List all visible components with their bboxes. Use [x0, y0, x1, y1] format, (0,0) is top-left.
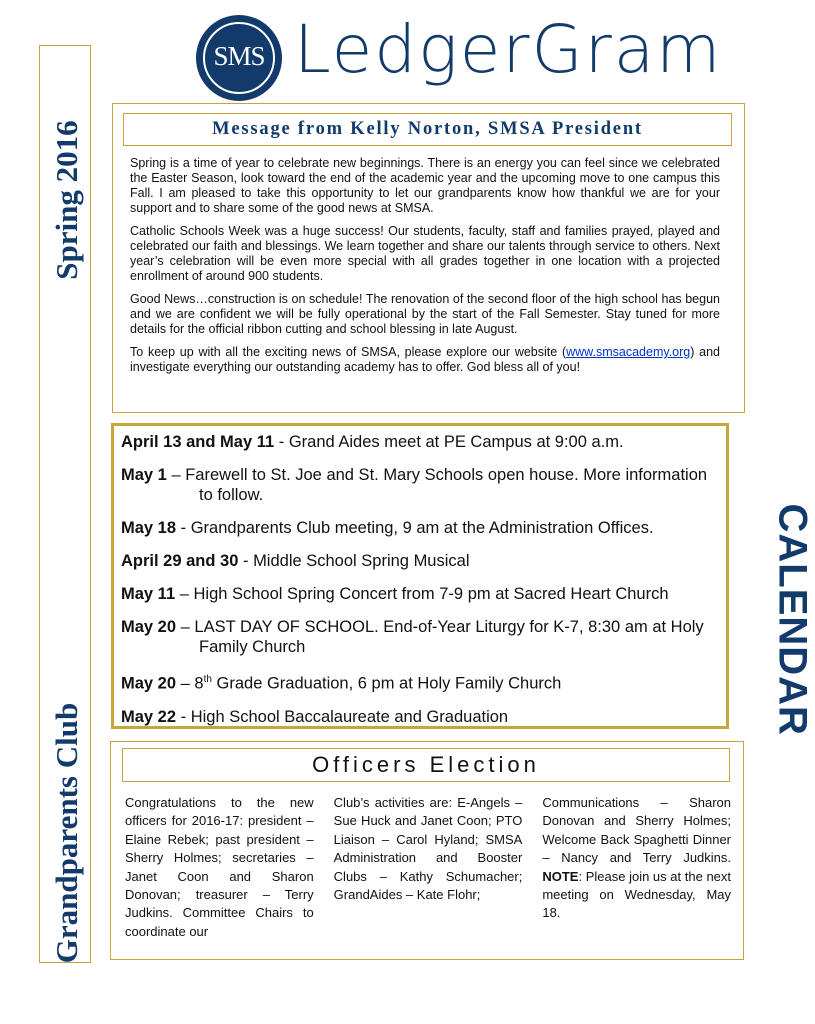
closing-text: To keep up with all the exciting news of SMSA, please explore our website (	[130, 345, 567, 359]
event-separator: –	[176, 674, 195, 693]
officers-column-3	[542, 794, 731, 941]
event-date: May 22	[121, 707, 177, 726]
club-label: Grandparents Club	[49, 702, 84, 964]
event-separator: –	[175, 585, 194, 603]
column-text: : Please join us at the next meeting on Wednesday, May 18.	[542, 868, 732, 921]
message-body	[130, 156, 720, 383]
event-separator: –	[166, 466, 186, 484]
calendar-event	[121, 617, 721, 657]
message-closing	[130, 345, 720, 375]
event-date: May 20	[121, 674, 177, 693]
event-text: LAST DAY OF SCHOOL. End-of-Year Liturgy for K-7, 8:30 am at Holy Family Church	[194, 618, 704, 656]
calendar-event	[121, 518, 721, 538]
message-paragraph: Spring is a time of year to celebrate new beginnings. There is an energy you can feel since we celebrated the Easter Season, look toward the end of the academic year and the upcoming move to one campus this Fall. I am pleased to take this opportunity to let our grandparents know how thankful we are for your support and to share some of the good news at SMSA.	[130, 156, 720, 215]
event-text: High School Spring Concert from 7-9 pm at Sacred Heart Church	[193, 585, 669, 603]
officers-column-2: Club’s activities are: E-Angels – Sue Huck and Janet Coon; PTO Liaison – Carol Hyland; SMSA Administration and Booster Clubs – Kathy Schumacher; GrandAides – Kate Flohr;	[333, 795, 523, 903]
ordinal-suffix: th	[203, 674, 212, 685]
officers-columns	[125, 794, 731, 941]
officers-heading: Officers Election	[122, 748, 730, 782]
calendar-event	[121, 584, 721, 604]
sms-logo	[196, 15, 282, 101]
calendar-event	[121, 432, 721, 452]
president-message-box	[112, 103, 745, 413]
event-separator: -	[238, 552, 254, 570]
calendar-list	[121, 432, 721, 740]
logo-text: SMS	[213, 41, 265, 71]
event-date: May 20	[121, 618, 177, 636]
event-separator: -	[176, 707, 191, 726]
event-text: Grand Aides meet at PE Campus at 9:00 a.m.	[288, 433, 624, 451]
event-text: 8	[194, 674, 204, 693]
newsletter-title: LedgerGram	[294, 11, 723, 88]
message-paragraph: Catholic Schools Week was a huge success! Our students, faculty, staff and families prayed, played and celebrated our faith and blessings. We learn together and share our talents through service to others. Next year’s celebration will be even more special with all grades together in one location with a projected enrollment of around 900 students.	[130, 224, 720, 283]
event-text: High School Baccalaureate and Graduation	[190, 707, 509, 726]
officers-column-1: Congratulations to the new officers for 2016-17: president – Elaine Rebek; past president – Sherry Holmes; secretaries – Janet Coon and Sharon Donovan; treasurer – Terry Judkins. Committee Chairs to coordinate our	[125, 795, 314, 939]
calendar-event	[121, 670, 721, 694]
officers-box	[110, 741, 744, 960]
calendar-box	[111, 423, 729, 729]
event-separator: –	[176, 618, 195, 636]
message-paragraph: Good News…construction is on schedule! The renovation of the second floor of the high school has begun and we are confident we will be fully operational by the start of the Fall Semester. Stay tuned for more details for the official ribbon cutting and school blessing in late August.	[130, 292, 720, 336]
event-date: May 11	[121, 585, 176, 603]
event-text: Grandparents Club meeting, 9 am at the Administration Offices.	[190, 519, 654, 537]
message-heading: Message from Kelly Norton, SMSA President	[123, 113, 732, 146]
note-label: NOTE	[542, 868, 579, 884]
sidebar-banner	[39, 45, 91, 963]
website-link[interactable]: www.smsacademy.org	[566, 345, 691, 359]
season-label: Spring 2016	[49, 120, 84, 280]
calendar-event	[121, 465, 721, 505]
event-text: Farewell to St. Joe and St. Mary Schools open house. More information to follow.	[185, 466, 708, 504]
event-separator: -	[274, 433, 289, 451]
calendar-event	[121, 551, 721, 571]
event-date: May 1	[121, 466, 167, 484]
event-date: May 18	[121, 519, 177, 537]
calendar-event	[121, 707, 721, 727]
event-text: Grade Graduation, 6 pm at Holy Family Church	[211, 674, 562, 693]
calendar-heading: CALENDAR	[770, 503, 815, 736]
event-date: April 13 and May 11	[121, 433, 275, 451]
event-separator: -	[176, 519, 191, 537]
event-text: Middle School Spring Musical	[253, 552, 470, 570]
column-text: Communications – Sharon Donovan and Sherry Holmes; Welcome Back Spaghetti Dinner – Nancy and Terry Judkins.	[542, 795, 732, 866]
event-date: April 29 and 30	[121, 552, 239, 570]
closing-text: ) and investigate everything our outstanding academy has to offer. God bless all of you!	[130, 345, 720, 374]
